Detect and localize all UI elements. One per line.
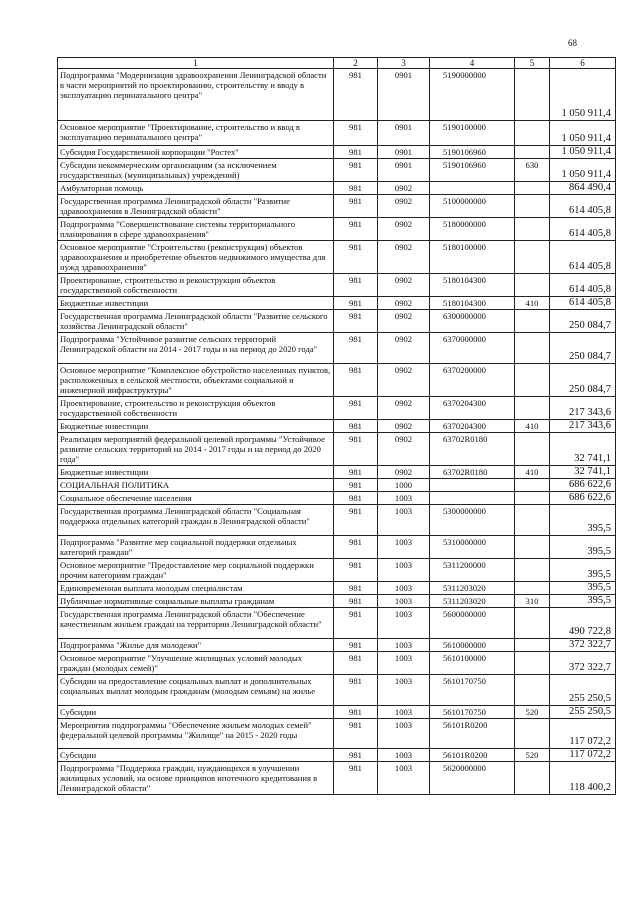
row-grbs-cell: 981 — [334, 639, 378, 652]
row-section-cell: 1003 — [378, 608, 430, 639]
table-row — [58, 274, 616, 297]
row-name-cell: Основное мероприятие "Строительство (реконструкция) объектов здравоохранения и приобретение объектов недвижимого имущества для нужд здравоохранения" — [58, 241, 334, 274]
row-section-cell: 0902 — [378, 420, 430, 433]
row-amount-cell: 1 050 911,4 — [550, 69, 616, 121]
row-target-code-cell: 5190106960 — [430, 146, 515, 159]
row-section-cell: 0901 — [378, 146, 430, 159]
row-target-code-cell: 5600000000 — [430, 608, 515, 639]
row-grbs-cell: 981 — [334, 595, 378, 608]
row-amount-cell: 372 322,7 — [550, 652, 616, 675]
table-row — [58, 182, 616, 195]
row-name-cell: Основное мероприятие "Улучшение жилищных условий молодых граждан (молодых семей)" — [58, 652, 334, 675]
row-target-code-cell: 6370204300 — [430, 397, 515, 420]
row-section-cell: 0902 — [378, 397, 430, 420]
row-section-cell: 1003 — [378, 639, 430, 652]
row-amount-cell: 686 622,6 — [550, 479, 616, 492]
row-amount-cell: 1 050 911,4 — [550, 146, 616, 159]
row-expense-type-cell — [515, 146, 550, 159]
row-expense-type-cell — [515, 69, 550, 121]
row-expense-type-cell — [515, 433, 550, 466]
row-section-cell: 1003 — [378, 595, 430, 608]
budget-table — [57, 57, 616, 795]
row-grbs-cell: 981 — [334, 364, 378, 397]
row-expense-type-cell: 310 — [515, 595, 550, 608]
row-name-cell: Субсидии некоммерческим организациям (за исключением государственных (муниципальных) учреждений) — [58, 159, 334, 182]
row-name-cell: Мероприятия подпрограммы "Обеспечение жильем молодых семей" федеральной целевой программы "Жилище" на 2015 - 2020 годы — [58, 719, 334, 749]
row-name-cell: Единовременная выплата молодым специалистам — [58, 582, 334, 595]
row-amount-cell: 255 250,5 — [550, 706, 616, 719]
row-target-code-cell: 5311200000 — [430, 559, 515, 582]
row-target-code-cell — [430, 182, 515, 195]
row-section-cell: 0902 — [378, 182, 430, 195]
row-section-cell: 1003 — [378, 762, 430, 795]
row-expense-type-cell — [515, 675, 550, 706]
row-section-cell: 1003 — [378, 559, 430, 582]
column-header: 2 — [334, 58, 378, 69]
row-expense-type-cell — [515, 274, 550, 297]
row-expense-type-cell: 520 — [515, 749, 550, 762]
row-target-code-cell: 5300000000 — [430, 505, 515, 536]
row-amount-cell: 250 084,7 — [550, 310, 616, 333]
row-grbs-cell: 981 — [334, 274, 378, 297]
table-row — [58, 749, 616, 762]
row-grbs-cell: 981 — [334, 310, 378, 333]
row-target-code-cell: 56101R0200 — [430, 719, 515, 749]
row-amount-cell: 614 405,8 — [550, 241, 616, 274]
row-grbs-cell: 981 — [334, 536, 378, 559]
row-grbs-cell: 981 — [334, 466, 378, 479]
row-section-cell: 1003 — [378, 749, 430, 762]
row-grbs-cell: 981 — [334, 146, 378, 159]
row-section-cell: 1003 — [378, 536, 430, 559]
row-amount-cell: 32 741,1 — [550, 466, 616, 479]
row-expense-type-cell — [515, 559, 550, 582]
row-target-code-cell: 6370204300 — [430, 420, 515, 433]
row-amount-cell: 217 343,6 — [550, 420, 616, 433]
row-expense-type-cell — [515, 608, 550, 639]
table-row — [58, 218, 616, 241]
row-name-cell: Подпрограмма "Развитие мер социальной поддержки отдельных категорий граждан" — [58, 536, 334, 559]
table-row — [58, 121, 616, 146]
table-row — [58, 420, 616, 433]
row-name-cell: Основное мероприятие "Предоставление мер социальной поддержки прочим категориям граждан" — [58, 559, 334, 582]
row-expense-type-cell — [515, 195, 550, 218]
row-section-cell: 0901 — [378, 159, 430, 182]
row-amount-cell: 250 084,7 — [550, 364, 616, 397]
row-target-code-cell: 5180000000 — [430, 218, 515, 241]
row-amount-cell: 1 050 911,4 — [550, 159, 616, 182]
row-amount-cell: 250 084,7 — [550, 333, 616, 364]
row-target-code-cell: 5190100000 — [430, 121, 515, 146]
row-expense-type-cell — [515, 218, 550, 241]
row-target-code-cell — [430, 492, 515, 505]
row-name-cell: Государственная программа Ленинградской области "Развитие сельского хозяйства Ленинградской области" — [58, 310, 334, 333]
row-grbs-cell: 981 — [334, 241, 378, 274]
row-grbs-cell: 981 — [334, 420, 378, 433]
row-name-cell: Проектирование, строительство и реконструкция объектов государственной собственности — [58, 274, 334, 297]
row-name-cell: Подпрограмма "Устойчивое развитие сельских территорий Ленинградской области на 2014 - 2017 годы и на период до 2020 года" — [58, 333, 334, 364]
row-name-cell: Государственная программа Ленинградской области "Обеспечение качественным жильем граждан на территории Ленинградской области" — [58, 608, 334, 639]
row-target-code-cell: 5180104300 — [430, 274, 515, 297]
row-expense-type-cell — [515, 505, 550, 536]
row-expense-type-cell — [515, 536, 550, 559]
row-target-code-cell: 6370000000 — [430, 333, 515, 364]
row-expense-type-cell — [515, 182, 550, 195]
row-grbs-cell: 981 — [334, 719, 378, 749]
table-row — [58, 297, 616, 310]
row-amount-cell: 614 405,8 — [550, 195, 616, 218]
row-amount-cell: 217 343,6 — [550, 397, 616, 420]
row-section-cell: 0902 — [378, 241, 430, 274]
table-row — [58, 608, 616, 639]
table-row — [58, 595, 616, 608]
row-name-cell: Основное мероприятие "Проектирование, строительство и ввод в эксплуатацию перинатального центра" — [58, 121, 334, 146]
row-name-cell: Амбулаторная помощь — [58, 182, 334, 195]
table-row — [58, 333, 616, 364]
table-row — [58, 505, 616, 536]
column-header: 4 — [430, 58, 515, 69]
column-header: 3 — [378, 58, 430, 69]
row-target-code-cell: 63702R0180 — [430, 466, 515, 479]
row-grbs-cell: 981 — [334, 749, 378, 762]
row-grbs-cell: 981 — [334, 505, 378, 536]
row-expense-type-cell — [515, 582, 550, 595]
row-expense-type-cell: 410 — [515, 466, 550, 479]
row-grbs-cell: 981 — [334, 159, 378, 182]
row-expense-type-cell — [515, 652, 550, 675]
row-target-code-cell: 5190106960 — [430, 159, 515, 182]
table-row — [58, 397, 616, 420]
row-grbs-cell: 981 — [334, 608, 378, 639]
row-target-code-cell: 63702R0180 — [430, 433, 515, 466]
row-expense-type-cell — [515, 639, 550, 652]
row-section-cell: 1003 — [378, 652, 430, 675]
row-section-cell: 1003 — [378, 505, 430, 536]
row-grbs-cell: 981 — [334, 397, 378, 420]
row-amount-cell: 32 741,1 — [550, 433, 616, 466]
table-row — [58, 159, 616, 182]
row-target-code-cell: 5310000000 — [430, 536, 515, 559]
row-section-cell: 1000 — [378, 479, 430, 492]
row-name-cell: Бюджетные инвестиции — [58, 297, 334, 310]
row-grbs-cell: 981 — [334, 559, 378, 582]
row-name-cell: СОЦИАЛЬНАЯ ПОЛИТИКА — [58, 479, 334, 492]
row-target-code-cell: 5180100000 — [430, 241, 515, 274]
table-row — [58, 433, 616, 466]
row-expense-type-cell: 520 — [515, 706, 550, 719]
row-name-cell: Основное мероприятие "Комплексное обустройство населенных пунктов, расположенных в сельской местности, объектами социальной и инженерной инфраструктуры" — [58, 364, 334, 397]
row-target-code-cell — [430, 479, 515, 492]
row-name-cell: Государственная программа Ленинградской области "Развитие здравоохранения в Ленинградской области" — [58, 195, 334, 218]
table-row — [58, 310, 616, 333]
row-grbs-cell: 981 — [334, 492, 378, 505]
row-section-cell: 0901 — [378, 121, 430, 146]
table-row — [58, 559, 616, 582]
row-target-code-cell: 5311203020 — [430, 595, 515, 608]
row-grbs-cell: 981 — [334, 121, 378, 146]
row-amount-cell: 490 722,8 — [550, 608, 616, 639]
row-name-cell: Реализация мероприятий федеральной целевой программы "Устойчивое развитие сельских территорий на 2014 - 2017 годы и на период до 2020 года" — [58, 433, 334, 466]
row-section-cell: 1003 — [378, 719, 430, 749]
row-expense-type-cell — [515, 121, 550, 146]
row-grbs-cell: 981 — [334, 218, 378, 241]
row-grbs-cell: 981 — [334, 69, 378, 121]
row-grbs-cell: 981 — [334, 706, 378, 719]
row-target-code-cell: 5610000000 — [430, 639, 515, 652]
row-name-cell: Субсидия Государственной корпорации "Ростех" — [58, 146, 334, 159]
row-section-cell: 1003 — [378, 582, 430, 595]
table-row — [58, 639, 616, 652]
row-section-cell: 0902 — [378, 274, 430, 297]
row-name-cell: Субсидии — [58, 706, 334, 719]
row-amount-cell: 395,5 — [550, 595, 616, 608]
row-expense-type-cell — [515, 479, 550, 492]
row-target-code-cell: 5620000000 — [430, 762, 515, 795]
row-amount-cell: 614 405,8 — [550, 297, 616, 310]
header-row — [58, 58, 616, 69]
table-row — [58, 146, 616, 159]
row-name-cell: Публичные нормативные социальные выплаты гражданам — [58, 595, 334, 608]
table-row — [58, 69, 616, 121]
row-amount-cell: 614 405,8 — [550, 274, 616, 297]
row-amount-cell: 118 400,2 — [550, 762, 616, 795]
table-row — [58, 706, 616, 719]
row-section-cell: 0902 — [378, 333, 430, 364]
column-header: 1 — [58, 58, 334, 69]
row-section-cell: 0902 — [378, 195, 430, 218]
row-grbs-cell: 981 — [334, 582, 378, 595]
row-section-cell: 0902 — [378, 310, 430, 333]
row-target-code-cell: 6370200000 — [430, 364, 515, 397]
row-section-cell: 0902 — [378, 297, 430, 310]
row-amount-cell: 395,5 — [550, 505, 616, 536]
table-row — [58, 762, 616, 795]
row-expense-type-cell — [515, 333, 550, 364]
row-expense-type-cell — [515, 397, 550, 420]
row-grbs-cell: 981 — [334, 433, 378, 466]
row-section-cell: 0901 — [378, 69, 430, 121]
row-expense-type-cell — [515, 719, 550, 749]
table-row — [58, 241, 616, 274]
row-section-cell: 1003 — [378, 706, 430, 719]
column-header: 5 — [515, 58, 550, 69]
row-section-cell: 0902 — [378, 433, 430, 466]
row-target-code-cell: 5100000000 — [430, 195, 515, 218]
table-row — [58, 492, 616, 505]
row-amount-cell: 686 622,6 — [550, 492, 616, 505]
row-target-code-cell: 6300000000 — [430, 310, 515, 333]
row-amount-cell: 395,5 — [550, 582, 616, 595]
table-row — [58, 466, 616, 479]
row-expense-type-cell — [515, 492, 550, 505]
row-expense-type-cell — [515, 364, 550, 397]
table-row — [58, 364, 616, 397]
row-target-code-cell: 5610170750 — [430, 706, 515, 719]
row-amount-cell: 395,5 — [550, 536, 616, 559]
row-target-code-cell: 5311203020 — [430, 582, 515, 595]
row-name-cell: Субсидии — [58, 749, 334, 762]
row-expense-type-cell — [515, 762, 550, 795]
table-row — [58, 719, 616, 749]
row-name-cell: Бюджетные инвестиции — [58, 420, 334, 433]
row-section-cell: 0902 — [378, 466, 430, 479]
row-grbs-cell: 981 — [334, 333, 378, 364]
row-grbs-cell: 981 — [334, 675, 378, 706]
row-section-cell: 1003 — [378, 675, 430, 706]
row-grbs-cell: 981 — [334, 762, 378, 795]
table-row — [58, 675, 616, 706]
row-name-cell: Бюджетные инвестиции — [58, 466, 334, 479]
row-section-cell: 0902 — [378, 364, 430, 397]
row-section-cell: 1003 — [378, 492, 430, 505]
row-target-code-cell: 5190000000 — [430, 69, 515, 121]
row-amount-cell: 255 250,5 — [550, 675, 616, 706]
row-name-cell: Подпрограмма "Жилье для молодежи" — [58, 639, 334, 652]
row-amount-cell: 1 050 911,4 — [550, 121, 616, 146]
row-target-code-cell: 5610100000 — [430, 652, 515, 675]
column-header: 6 — [550, 58, 616, 69]
row-name-cell: Подпрограмма "Совершенствование системы территориального планирования в сфере здравоохранения" — [58, 218, 334, 241]
row-name-cell: Государственная программа Ленинградской области "Социальная поддержка отдельных категорий граждан в Ленинградской области" — [58, 505, 334, 536]
row-grbs-cell: 981 — [334, 479, 378, 492]
row-name-cell: Проектирование, строительство и реконструкция объектов государственной собственности — [58, 397, 334, 420]
row-target-code-cell: 56101R0200 — [430, 749, 515, 762]
table-row — [58, 652, 616, 675]
row-expense-type-cell — [515, 310, 550, 333]
row-target-code-cell: 5180104300 — [430, 297, 515, 310]
row-target-code-cell: 5610170750 — [430, 675, 515, 706]
row-section-cell: 0902 — [378, 218, 430, 241]
row-name-cell: Подпрограмма "Модернизация здравоохранения Ленинградской области в части мероприятий по проектированию, строительству и вводу в эксплуатацию перинатального центра" — [58, 69, 334, 121]
row-amount-cell: 614 405,8 — [550, 218, 616, 241]
row-expense-type-cell: 410 — [515, 420, 550, 433]
table-row — [58, 479, 616, 492]
table-row — [58, 195, 616, 218]
row-expense-type-cell — [515, 241, 550, 274]
row-amount-cell: 395,5 — [550, 559, 616, 582]
table-row — [58, 582, 616, 595]
row-name-cell: Подпрограмма "Поддержка граждан, нуждающихся в улучшении жилищных условий, на основе принципов ипотечного кредитования в Ленинградской области" — [58, 762, 334, 795]
row-name-cell: Субсидии на предоставление социальных выплат и дополнительных социальных выплат молодым гражданам (молодым семьям) на жилье — [58, 675, 334, 706]
row-amount-cell: 117 072,2 — [550, 719, 616, 749]
row-amount-cell: 372 322,7 — [550, 639, 616, 652]
row-expense-type-cell: 630 — [515, 159, 550, 182]
table-row — [58, 536, 616, 559]
row-expense-type-cell: 410 — [515, 297, 550, 310]
row-amount-cell: 864 490,4 — [550, 182, 616, 195]
row-grbs-cell: 981 — [334, 195, 378, 218]
row-grbs-cell: 981 — [334, 182, 378, 195]
page-number: 68 — [568, 38, 577, 48]
row-grbs-cell: 981 — [334, 297, 378, 310]
row-amount-cell: 117 072,2 — [550, 749, 616, 762]
row-grbs-cell: 981 — [334, 652, 378, 675]
row-name-cell: Социальное обеспечение населения — [58, 492, 334, 505]
